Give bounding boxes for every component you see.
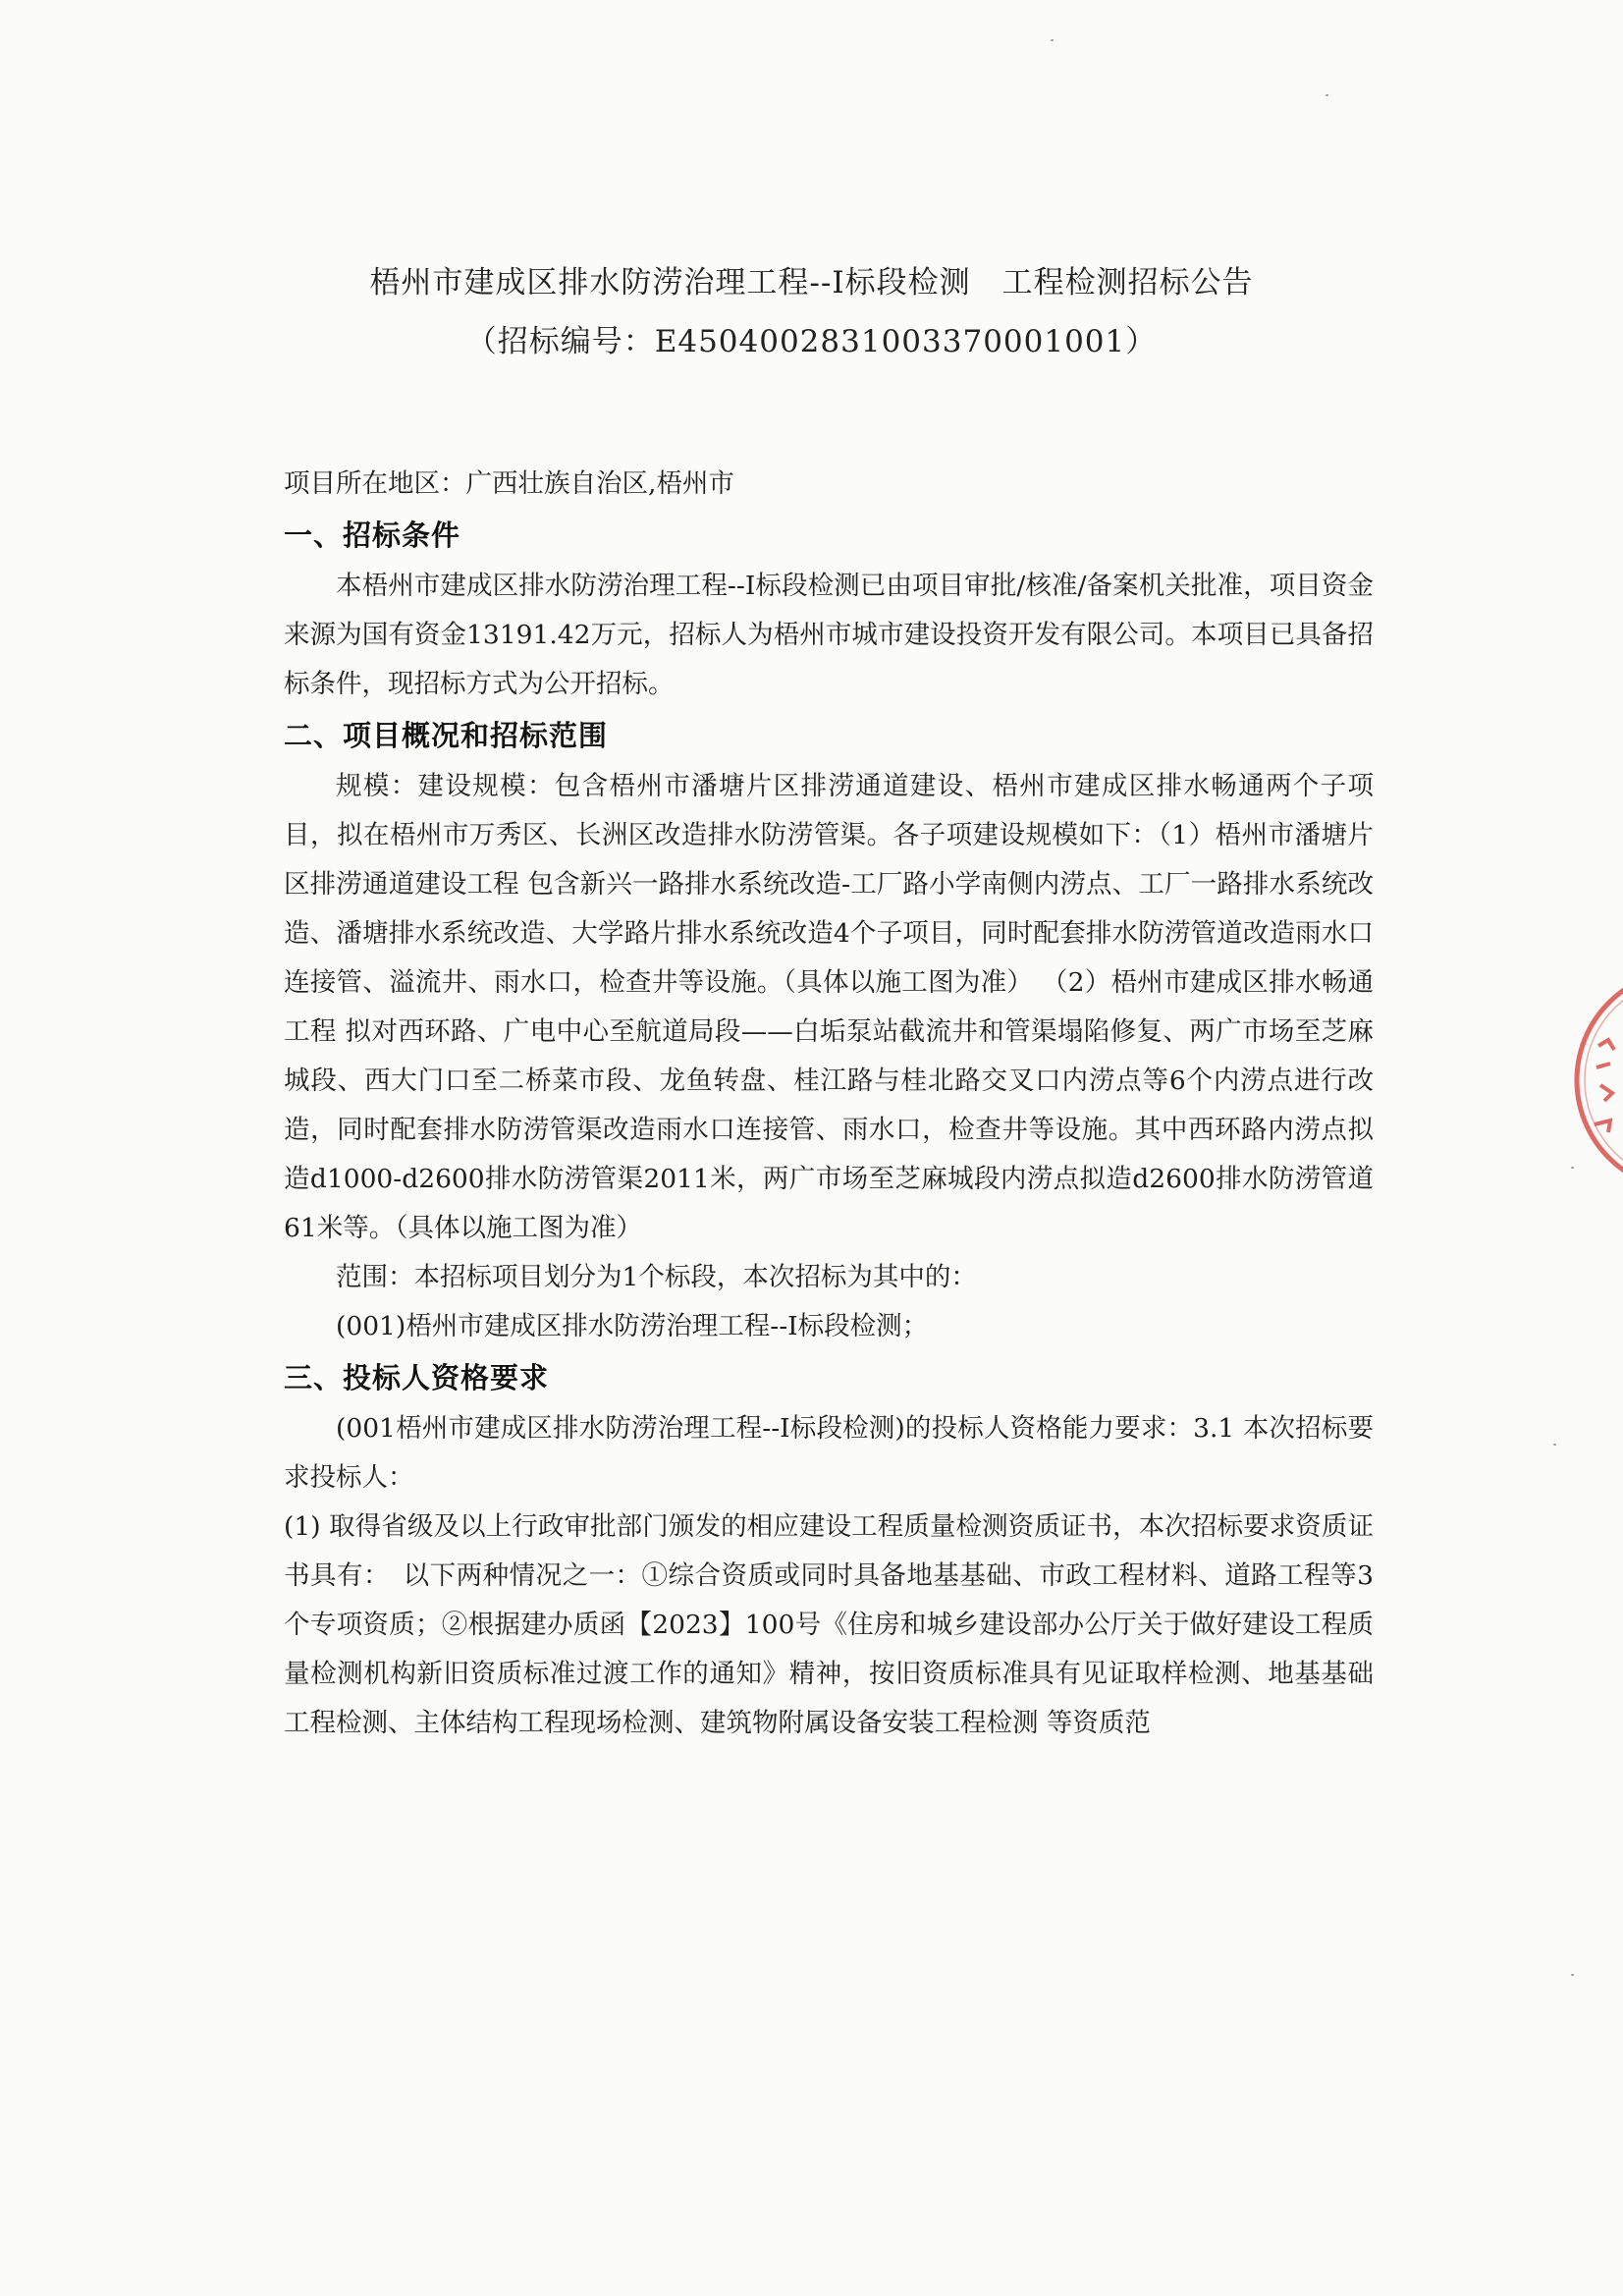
section-2-lot-item: (001)梧州市建成区排水防涝治理工程--I标段检测；: [336, 1311, 929, 1341]
section-3-intro-paragraph: (001梧州市建成区排水防涝治理工程--I标段检测)的投标人资格能力要求：3.1 本次招标要求投标人：: [284, 1413, 1374, 1493]
section-1-paragraph: 本梧州市建成区排水防涝治理工程--I标段检测已由项目审批/核准/备案机关批准，项目资金来源为国有资金13191.42万元，招标人为梧州市城市建设投资开发有限公司。本项目已具备招标条件，现招标方式为公开招标。: [284, 571, 1374, 699]
project-location: 项目所在地区：广西壮族自治区,梧州市: [284, 468, 734, 499]
section-heading-3: 三、投标人资格要求: [284, 1361, 550, 1394]
section-3-requirement-1: (1) 取得省级及以上行政审批部门颁发的相应建设工程质量检测资质证书，本次招标要求资质证书具有： 以下两种情况之一：①综合资质或同时具备地基基础、市政工程材料、道路工程等3个专项资质；②根据建办质函【2023】100号《住房和城乡建设部办公厅关于做好建设工程质量检测机构新旧资质标准过渡工作的通知》精神，按旧资质标准具有见证取样检测、地基基础工程检测、主体结构工程现场检测、建筑物附属设备安装工程检测 等资质范: [284, 1511, 1374, 1738]
scan-speck: [1571, 1974, 1574, 1976]
tender-number: （招标编号：E4504002831003370001001）: [465, 324, 1158, 359]
document-title: 梧州市建成区排水防涝治理工程--I标段检测 工程检测招标公告: [369, 265, 1254, 301]
scan-speck: [1571, 1167, 1574, 1169]
red-seal-stamp: [1571, 938, 1623, 1223]
scan-speck: [1051, 39, 1054, 41]
scan-speck: [1553, 1444, 1556, 1446]
section-2-scale-paragraph: 规模：建设规模：包含梧州市潘塘片区排涝通道建设、梧州市建成区排水畅通两个子项目，拟在梧州市万秀区、长洲区改造排水防涝管渠。各子项建设规模如下：（1）梧州市潘塘片区排涝通道建设工程 包含新兴一路排水系统改造-工厂路小学南侧内涝点、工厂一路排水系统改造、潘塘排水系统改造、大学路片排水系统改造4个子项目，同时配套排水防涝管道改造雨水口连接管、溢流井、雨水口，检查井等设施。（具体以施工图为准） （2）梧州市建成区排水畅通工程 拟对西环路、广电中心至航道局段——白垢泵站截流井和管渠塌陷修复、两广市场至芝麻城段、西大门口至二桥菜市段、龙鱼转盘、桂江路与桂北路交叉口内涝点等6个内涝点进行改造，同时配套排水防涝管渠改造雨水口连接管、雨水口，检查井等设施。其中西环路内涝点拟造d1000-d2600排水防涝管渠2011米，两广市场至芝麻城段内涝点拟造d2600排水防涝管道61米等。（具体以施工图为准）: [284, 771, 1374, 1243]
document-body: [284, 460, 1374, 1748]
section-heading-1: 一、招标条件: [284, 519, 461, 552]
scan-speck: [1325, 94, 1328, 96]
section-heading-2: 二、项目概况和招标范围: [284, 719, 609, 752]
section-2-scope-paragraph: 范围：本招标项目划分为1个标段，本次招标为其中的：: [336, 1262, 977, 1292]
